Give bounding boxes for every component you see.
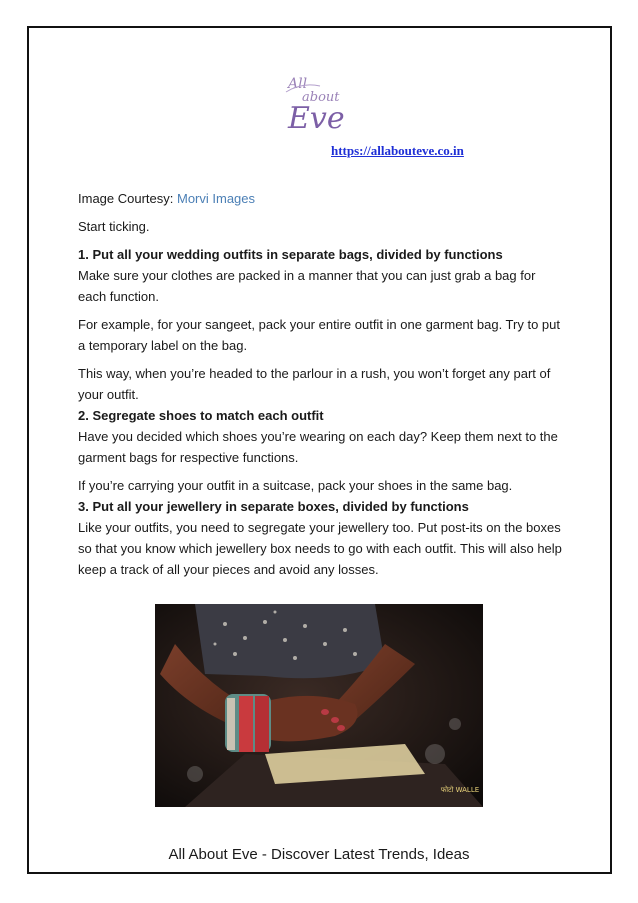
image-credit-label: Image Courtesy: [78, 191, 177, 206]
section-1-paragraph-3: This way, when you’re headed to the parlour in a rush, you won’t forget any part of your outfit. [78, 366, 551, 402]
section-3-paragraph-1: Like your outfits, you need to segregate your jewellery too. Put post-its on the boxes so that you know which jewellery box needs to go with each outfit. This will also help keep a track of all your pieces and avoid any losses. [78, 520, 562, 577]
photo-watermark: फोटो WALLE [440, 786, 480, 794]
section-2-paragraph-1: Have you decided which shoes you’re wearing on each day? Keep them next to the garment bags for respective functions. [78, 429, 558, 465]
photo-illustration [155, 604, 483, 807]
bride-jewellery-photo [155, 604, 483, 807]
section-2-heading: 2. Segregate shoes to match each outfit [78, 408, 324, 423]
page-footer: All About Eve - Discover Latest Trends, Ideas [168, 846, 470, 863]
section-2-paragraph-2: If you’re carrying your outfit in a suitcase, pack your shoes in the same bag. [78, 478, 513, 493]
section-1-paragraph-2: For example, for your sangeet, pack your entire outfit in one garment bag. Try to put a temporary label on the bag. [78, 317, 560, 353]
section-1-heading: 1. Put all your wedding outfits in separate bags, divided by functions [78, 247, 503, 262]
website-url-link[interactable]: https://allabouteve.co.in [331, 143, 464, 158]
section-1-paragraph-1: Make sure your clothes are packed in a manner that you can just grab a bag for each function. [78, 268, 536, 304]
image-credit [78, 188, 566, 209]
intro-text: Start ticking. [78, 219, 150, 234]
image-credit-link[interactable]: Morvi Images [177, 191, 256, 206]
article-body [78, 188, 566, 580]
section-3-heading: 3. Put all your jewellery in separate boxes, divided by functions [78, 499, 469, 514]
svg-text:All: All [288, 76, 308, 92]
all-about-eve-logo [282, 68, 362, 134]
svg-text:about: about [302, 90, 340, 105]
svg-text:Eve: Eve [288, 101, 345, 134]
